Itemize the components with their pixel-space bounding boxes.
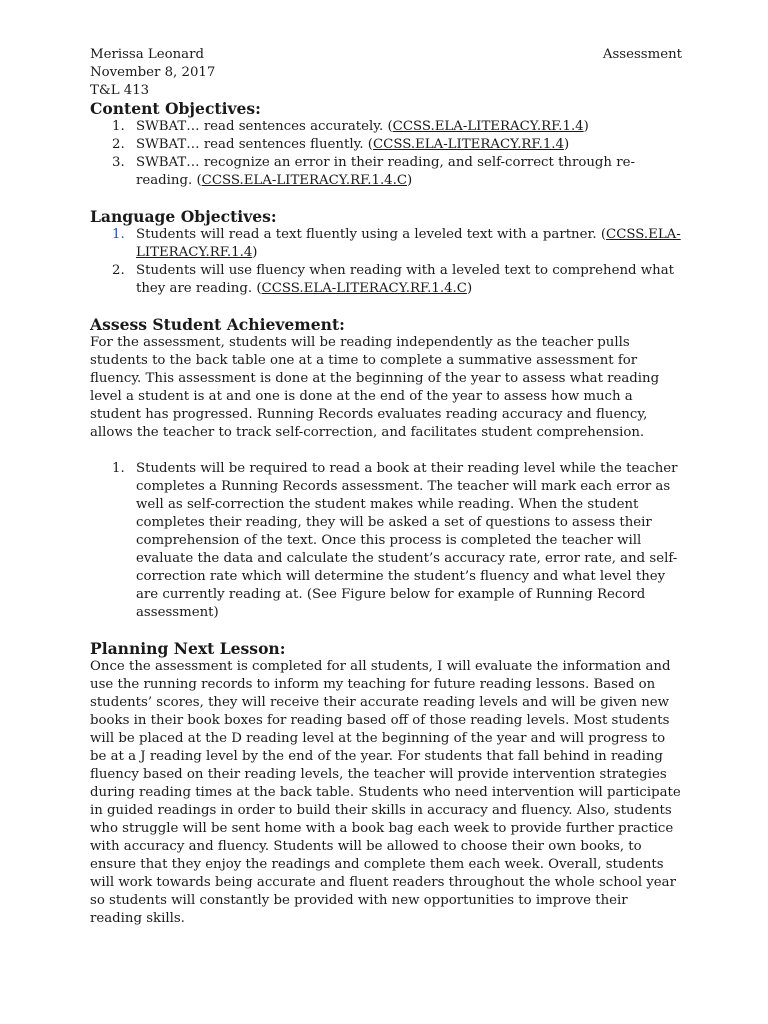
list-item-text: [136, 154, 682, 190]
standard-link[interactable]: CCSS.ELA-LITERACY.RF.1.4.C: [261, 281, 467, 296]
list-item: [90, 154, 682, 190]
author-name: Merissa Leonard: [90, 47, 204, 62]
content-objectives-list: [90, 118, 682, 190]
closing-paren: ): [466, 281, 473, 296]
standard-link[interactable]: CCSS.ELA-LITERACY.RF.1.4.C: [201, 173, 408, 188]
planning-heading: Planning Next Lesson:: [90, 639, 286, 658]
list-number: 1.: [112, 461, 125, 476]
list-number: 2.: [112, 137, 125, 152]
list-number: 1.: [112, 119, 125, 134]
content-objectives-heading: Content Objectives:: [90, 99, 261, 118]
document-date: November 8, 2017: [90, 65, 216, 80]
spacer: [90, 442, 682, 460]
assess-heading: Assess Student Achievement:: [90, 315, 345, 334]
list-item-text: [136, 262, 682, 298]
list-number: 2.: [112, 263, 125, 278]
objective-text: SWBAT… read sentences accurately. (: [136, 119, 393, 134]
standard-link[interactable]: CCSS.ELA-LITERACY.RF.1.4: [372, 137, 564, 152]
language-objectives-heading: Language Objectives:: [90, 207, 277, 226]
objective-text: SWBAT… read sentences fluently. (: [136, 137, 373, 152]
course-code: T&L 413: [90, 83, 150, 98]
assess-list: [90, 460, 682, 622]
list-item: [90, 136, 682, 154]
planning-paragraph: Once the assessment is completed for all students, I will evaluate the information and use the running records to inform my teaching for future reading lessons. Based on students’ scores, they will receive their accurate reading levels and will be given new books in their book boxes for reading based off of those reading levels. Most students will be placed at the D reading level at the beginning of the year and will progress to be at a J reading level by the end of the year. For students that fall behind in reading fluency based on their reading levels, the teacher will provide intervention strategies during reading times at the back table. Students who need intervention will participate in guided readings in order to build their skills in accuracy and fluency. Also, students who struggle will be sent home with a book bag each week to provide further practice with accuracy and fluency. Students will be allowed to choose their own books, to ensure that they enjoy the readings and complete them each week. Overall, students will work towards being accurate and fluent readers throughout the whole school year so students will constantly be provided with new opportunities to improve their reading skills.: [90, 659, 681, 926]
standard-link[interactable]: CCSS.ELA-LITERACY.RF.1.4: [392, 119, 584, 134]
list-item-text: [136, 118, 682, 136]
closing-paren: ): [252, 245, 258, 260]
list-item: [90, 118, 682, 136]
list-item: [90, 262, 682, 298]
list-item-text: [136, 136, 682, 154]
closing-paren: ): [563, 137, 570, 152]
document-type: Assessment: [602, 47, 682, 62]
objective-text: Students will use fluency when reading with a leveled text to comprehend what they are reading. (: [136, 263, 674, 296]
list-item-text: [136, 226, 682, 262]
header-row: [90, 46, 682, 64]
list-item: [90, 460, 682, 622]
spacer: [90, 622, 682, 640]
objective-text: SWBAT… recognize an error in their reading, and self-correct through re-reading. (: [136, 155, 635, 188]
standard-link[interactable]: CCSS.ELA-LITERACY.RF.1.4: [136, 227, 681, 260]
list-item: [90, 226, 682, 262]
list-number: 3.: [112, 155, 125, 170]
assess-paragraph: For the assessment, students will be reading independently as the teacher pulls students to the back table one at a time to complete a summative assessment for fluency. This assessment is done at the beginning of the year to assess what reading level a student is at and one is done at the end of the year to assess how much a student has progressed. Running Records evaluates reading accuracy and fluency, allows the teacher to track self-correction, and facilitates student comprehension.: [90, 335, 660, 440]
language-objectives-list: [90, 226, 682, 298]
closing-paren: ): [407, 173, 413, 188]
closing-paren: ): [583, 119, 589, 134]
list-item-text: Students will be required to read a book at their reading level while the teacher completes a Running Records assessment. The teacher will mark each error as well as self-correction the student makes while reading. When the student completes their reading, they will be asked a set of questions to assess their comprehension of the text. Once this process is completed the teacher will evaluate the data and calculate the student’s accuracy rate, error rate, and self-correction rate which will determine the student’s fluency and what level they are currently reading at. (See Figure below for example of Running Record assessment): [136, 461, 678, 620]
list-number: 1.: [112, 227, 125, 242]
objective-text: Students will read a text fluently using a leveled text with a partner. (: [136, 227, 607, 242]
spacer: [90, 298, 682, 316]
spacer: [90, 190, 682, 208]
